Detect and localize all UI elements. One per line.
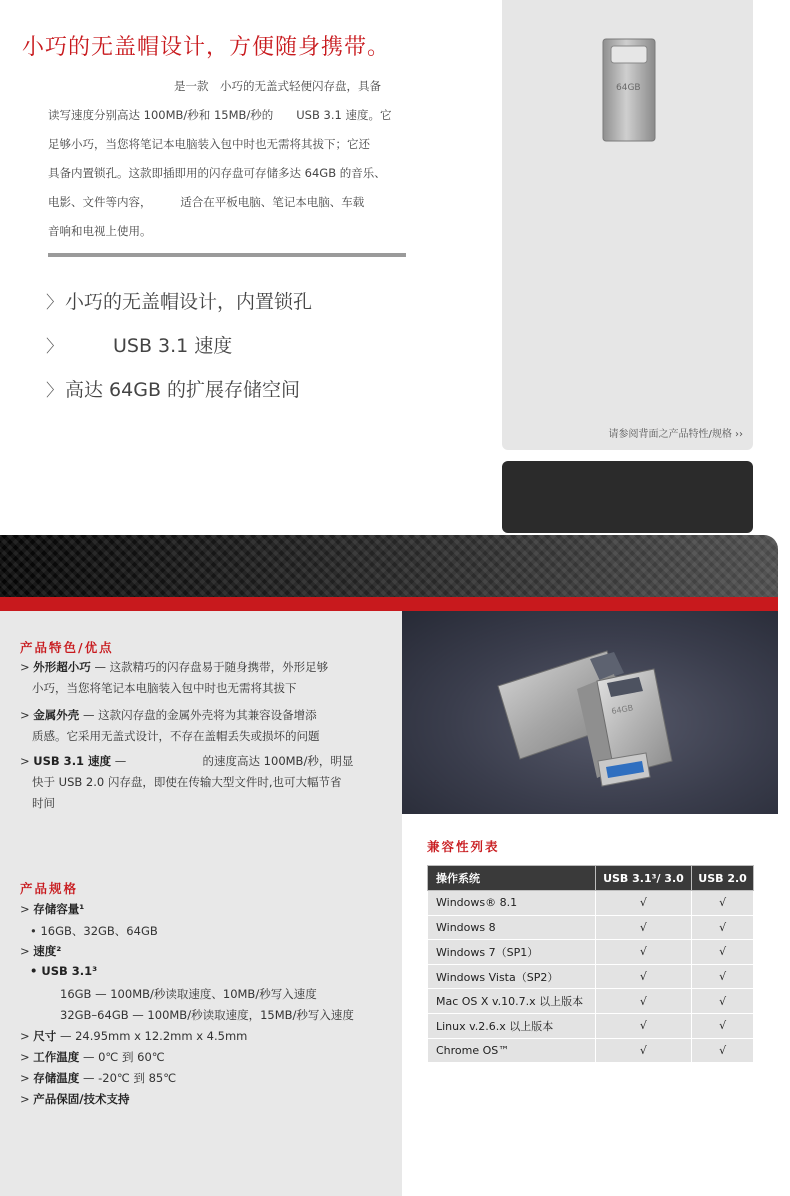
table-row xyxy=(428,989,754,1014)
feature-text-cont: 时间 xyxy=(32,796,55,810)
column-header: USB 2.0 xyxy=(692,866,754,891)
check-cell: √ xyxy=(692,964,754,989)
table-cell: Windows Vista（SP2） xyxy=(428,964,596,989)
table-cell: Windows® 8.1 xyxy=(428,891,596,916)
product-photo xyxy=(402,611,778,814)
check-cell: √ xyxy=(692,989,754,1014)
key-points xyxy=(46,278,312,410)
compat-title: 兼容性列表 xyxy=(427,839,500,854)
feature-text: — 这款闪存盘的金属外壳将为其兼容设备增添 xyxy=(79,708,317,722)
intro-line: 电影、文件等内容， 适合在平板电脑、笔记本电脑、车载 xyxy=(48,195,365,209)
column-header: USB 3.1³/ 3.0 xyxy=(595,866,691,891)
main-headline: 小巧的无盖帽设计，方便随身携带。 xyxy=(22,35,391,60)
table-row xyxy=(428,964,754,989)
check-cell: √ xyxy=(595,989,691,1014)
feature-text: — 的速度高达 100MB/秒，明显 xyxy=(111,754,354,768)
check-cell: √ xyxy=(692,940,754,965)
table-header-row xyxy=(428,866,754,891)
feature-item: > 外形超小巧 — 这款精巧的闪存盘易于随身携带，外形足够 小巧，当您将笔记本电脑装入包中时也无需将其拔下 xyxy=(20,657,390,699)
features-title: 产品特色/优点 xyxy=(20,640,114,655)
spec-speed-16: 16GB — 100MB/秒读取速度、10MB/秒写入速度 xyxy=(60,987,317,1001)
table-cell: Linux v.2.6.x 以上版本 xyxy=(428,1013,596,1038)
feature-text-cont: 快于 USB 2.0 闪存盘，即使在传输大型文件时,也可大幅节省 xyxy=(32,775,342,789)
key-point-item xyxy=(46,366,312,410)
chevron-right-icon: 〉 xyxy=(46,292,63,313)
spec-size: > 尺寸 — 24.95mm x 12.2mm x 4.5mm xyxy=(20,1029,248,1043)
red-stripe xyxy=(0,597,778,611)
feature-head: USB 3.1 速度 xyxy=(33,754,112,768)
check-cell: √ xyxy=(692,1038,754,1063)
usb-drives-illustration xyxy=(402,611,778,814)
feature-item: > 金属外壳 — 这款闪存盘的金属外壳将为其兼容设备增添 质感。它采用无盖式设计，不存在盖帽丢失或损坏的问题 xyxy=(20,705,390,747)
section-divider xyxy=(48,253,406,257)
check-cell: √ xyxy=(692,915,754,940)
spec-store-temp: > 存储温度 — -20℃ 到 85℃ xyxy=(20,1071,177,1085)
table-row xyxy=(428,940,754,965)
check-cell: √ xyxy=(692,1013,754,1038)
feature-item: > USB 3.1 速度 — 的速度高达 100MB/秒，明显 快于 USB 2.0 闪存盘，即使在传输大型文件时,也可大幅节省 时间 xyxy=(20,751,390,814)
usb-drive-image xyxy=(602,38,656,142)
spec-usb: • USB 3.1³ xyxy=(30,964,98,978)
spec-speed: > 速度² xyxy=(20,944,62,958)
check-cell: √ xyxy=(595,1013,691,1038)
compatibility-table xyxy=(427,865,754,1063)
spec-capacity: > 存储容量¹ xyxy=(20,902,85,916)
feature-text-cont: 质感。它采用无盖式设计，不存在盖帽丢失或损坏的问题 xyxy=(32,729,320,743)
chevron-right-icon: 〉 xyxy=(46,336,63,357)
dark-panel xyxy=(502,461,753,533)
capacity-engraving: 64GB xyxy=(610,703,634,716)
feature-text-cont: 小巧，当您将笔记本电脑装入包中时也无需将其拔下 xyxy=(32,681,297,695)
key-point-item xyxy=(46,278,312,322)
intro-line: 具备内置锁孔。这款即插即用的闪存盘可存储多达 64GB 的音乐、 xyxy=(48,166,386,180)
check-cell: √ xyxy=(595,915,691,940)
table-cell: Mac OS X v.10.7.x 以上版本 xyxy=(428,989,596,1014)
key-point-item xyxy=(46,322,312,366)
key-point-text: 小巧的无盖帽设计，内置锁孔 xyxy=(65,290,313,313)
specs-title: 产品规格 xyxy=(20,881,79,896)
check-cell: √ xyxy=(595,1038,691,1063)
table-cell: Chrome OS™ xyxy=(428,1038,596,1063)
table-row xyxy=(428,915,754,940)
key-point-text: 高达 64GB 的扩展存储空间 xyxy=(65,378,301,401)
table-cell: Windows 7（SP1） xyxy=(428,940,596,965)
feature-head: 金属外壳 xyxy=(33,708,80,722)
spec-speed-32-64: 32GB–64GB — 100MB/秒读取速度，15MB/秒写入速度 xyxy=(60,1008,354,1022)
chevron-right-icon: 〉 xyxy=(46,380,63,401)
check-cell: √ xyxy=(595,940,691,965)
table-cell: Windows 8 xyxy=(428,915,596,940)
spec-capacity-value: • 16GB、32GB、64GB xyxy=(30,924,158,938)
product-card xyxy=(502,0,753,450)
capacity-engraving: 64GB xyxy=(616,83,641,93)
key-point-text: USB 3.1 速度 xyxy=(113,334,233,357)
intro-paragraph xyxy=(48,72,428,246)
table-row xyxy=(428,891,754,916)
carbon-fiber-band xyxy=(0,535,778,597)
table-row xyxy=(428,1038,754,1063)
card-note[interactable]: 请参阅背面之产品特性/规格 ›› xyxy=(608,429,743,440)
column-header: 操作系统 xyxy=(428,866,596,891)
table-row xyxy=(428,1013,754,1038)
intro-line: 足够小巧，当您将笔记本电脑装入包中时也无需将其拔下；它还 xyxy=(48,137,370,151)
spec-warranty: > 产品保固/技术支持 xyxy=(20,1092,130,1106)
check-cell: √ xyxy=(595,964,691,989)
intro-line: 音响和电视上使用。 xyxy=(48,224,152,238)
check-cell: √ xyxy=(692,891,754,916)
feature-text: — 这款精巧的闪存盘易于随身携带，外形足够 xyxy=(90,660,329,674)
intro-line: 是一款 小巧的无盖式轻便闪存盘，具备 xyxy=(174,79,381,93)
intro-line: 读写速度分别高达 100MB/秒和 15MB/秒的 USB 3.1 速度。它 xyxy=(48,108,392,122)
feature-head: 外形超小巧 xyxy=(33,660,91,674)
check-cell: √ xyxy=(595,891,691,916)
spec-op-temp: > 工作温度 — 0℃ 到 60℃ xyxy=(20,1050,165,1064)
